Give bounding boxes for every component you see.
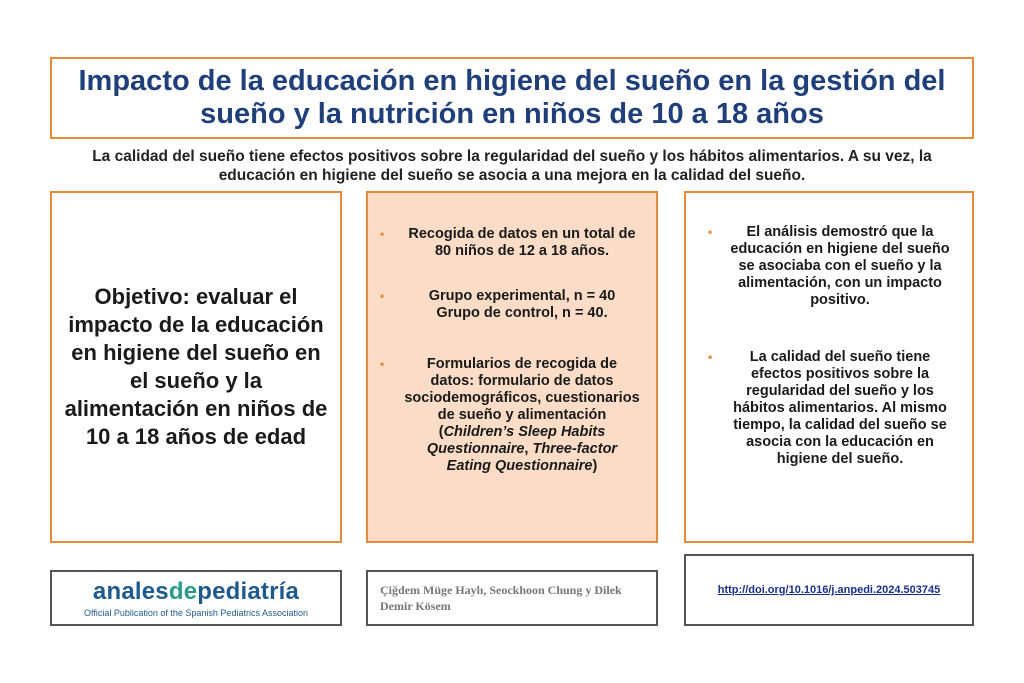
objective-panel: [50, 191, 342, 543]
journal-logo-subtitle: Official Publication of the Spanish Pediatrics Association: [84, 607, 308, 618]
results-item-text: El análisis demostró que la educación en higiene del sueño se asociaba con el sueño y la alimentación, con un impacto positivo.: [730, 224, 950, 308]
authors-box: [366, 570, 658, 626]
methods-list: [368, 226, 656, 475]
results-item: [686, 224, 972, 309]
journal-logo: analesdepediatría: [92, 577, 300, 605]
results-panel: [684, 191, 974, 543]
doi-link[interactable]: http://doi.org/10.1016/j.anpedi.2024.503745: [717, 584, 941, 596]
objective-text: Objetivo: evaluar el impacto de la educación en higiene del sueño en el sueño y la alimentación en niños de 10 a 18 años de edad: [64, 284, 328, 449]
page-title: Impacto de la educación en higiene del sueño en la gestión del sueño y la nutrición en niños de 10 a 18 años: [78, 65, 946, 130]
methods-item: [368, 226, 656, 260]
summary-text: La calidad del sueño tiene efectos positivos sobre la regularidad del sueño y los hábitos alimentarios. A su vez, la educación en higiene del sueño se asocia a una mejora en la calidad del sueño.: [92, 148, 932, 184]
bullet-icon: •: [708, 350, 713, 364]
methods-item-text: Grupo experimental, n = 40: [428, 288, 616, 304]
methods-item-text: Recogida de datos en un total de 80 niños de 12 a 18 años.: [408, 226, 636, 259]
results-list: [686, 224, 972, 468]
questionnaire-name: Children’s Sleep Habits Questionnaire: [426, 424, 606, 457]
methods-item-text: Grupo de control, n = 40.: [436, 305, 608, 321]
questionnaire-name: Three-factor Eating Questionnaire: [446, 441, 618, 474]
authors-text: Çiğdem Müge Haylı, Seockhoon Chung y Dilek Demir Kösem: [380, 583, 622, 613]
doi-box: [684, 554, 974, 626]
methods-item: [368, 356, 656, 475]
results-item-text: La calidad del sueño tiene efectos positivos sobre la regularidad del sueño y los hábitos alimentarios. Al mismo tiempo, la calidad del sueño se asocia con la educación en higiene del sueño.: [733, 349, 947, 467]
methods-item: [368, 288, 656, 322]
bullet-icon: •: [380, 289, 385, 303]
title-box: [50, 57, 974, 139]
separator-text: ,: [524, 441, 533, 457]
journal-logo-box: [50, 570, 342, 626]
methods-item-text: Formularios de recogida de datos: formulario de datos sociodemográficos, cuestionarios de sueño y alimentación (: [404, 356, 640, 440]
closing-text: ): [592, 458, 598, 474]
results-item: [686, 349, 972, 468]
bullet-icon: •: [380, 357, 385, 371]
bullet-icon: •: [380, 227, 385, 241]
bullet-icon: •: [708, 225, 713, 239]
methods-panel: [366, 191, 658, 543]
